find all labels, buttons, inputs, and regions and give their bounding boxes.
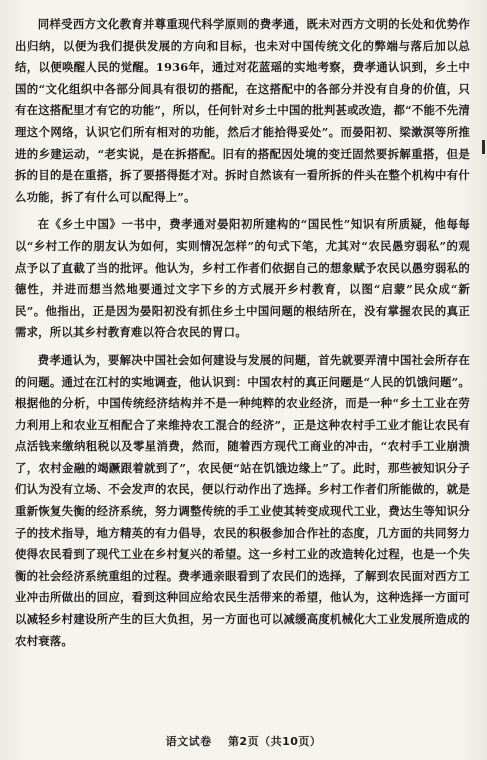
page-footer (0, 733, 487, 749)
paragraph-1: 同样受西方文化教育并尊重现代科学原则的费孝通，既未对西方文明的长处和优势作出归纳，以便为我们提供发展的方向和目标，也未对中国传统文化的弊端与落后加以总结，以便唤醒人民的觉醒。1936年，通过对花蓝瑶的实地考察，费孝通认识到，乡土中国的“文化组织中各部分间具有很切的搭配，在这搭配中的各部分并没有自身的价值，只有在这搭配里才有它的功能”，所以，任何针对乡土中国的批判甚或改造，都“不能不先清理这个网络，认识它们所有相对的功能，然后才能拾得妥处”。而晏阳初、梁漱溟等所推进的乡建运动，“老实说，是在拆搭配。旧有的搭配因处境的变迁固然要拆解重搭，但是拆的目的是在重搭，拆了要搭得挺才对。拆时自然该有一看所拆的件头在整个机构中有什么功能，拆了有什么可以配得上”。 (15, 17, 470, 204)
article-body (15, 14, 470, 658)
binding-edge-mark (482, 140, 485, 154)
footer-subject: 语文试卷 (165, 735, 212, 748)
footer-page-number: 第2页（共10页） (227, 735, 322, 748)
paragraph-2: 在《乡土中国》一书中，费孝通对晏阳初所建构的“国民性”知识有所质疑，他每每以“乡村工作的朋友认为如何，实则情况怎样”的句式下笔，尤其对“农民愚穷弱私”的观点予以了直截了当的批评。他认为，乡村工作者们依据自己的想象赋予农民以愚穷弱私的德性，并进而想当然地要通过文字下乡的方式展开乡村教育，以图“启蒙”民众成“新民”。他指出，正是因为晏阳初没有抓住乡土中国问题的根结所在，没有掌握农民的真正需求，所以其乡村教育难以符合农民的胃口。 (15, 217, 470, 340)
paragraph-3: 费孝通认为，要解决中国社会如何建设与发展的问题，首先就要弄清中国社会所存在的问题。通过在江村的实地调查，他认识到：中国农村的真正问题是“人民的饥饿问题”。根据他的分析，中国传统经济结构并不是一种纯粹的农业经济，而是一种“乡土工业在劳力利用上和农业互相配合了来维持农工混合的经济”，正是这种农村手工业才能让农民有点活钱来缴纳租税以及零星消费，然而，随着西方现代工商业的冲击，“农村手工业崩溃了，农村金融的竭蹶跟着就到了”，农民便“站在饥饿边缘上”了。此时，那些被知识分子们认为没有立场、不会发声的农民，便以行动作出了选择。乡村工作者们所能做的，就是重新恢复失衡的经济系统，努力调整传统的手工业使其转变成现代工业，费达生等知识分子的技术指导，地方精英的有力倡导，农民的积极参加合作社的态度，几方面的共同努力使得农民看到了现代工业在乡村复兴的希望。这一乡村工业的改造转化过程，也是一个失衡的社会经济系统重组的过程。费孝通亲眼看到了农民们的选择，了解到农民面对西方工业冲击所做出的回应，看到这种回应给农民生活带来的希望，他认为，这种选择一方面可以减轻乡村建设所产生的巨大负担，另一方面也可以减缓高度机械化大工业发展所造成的农村衰落。 (15, 352, 470, 648)
